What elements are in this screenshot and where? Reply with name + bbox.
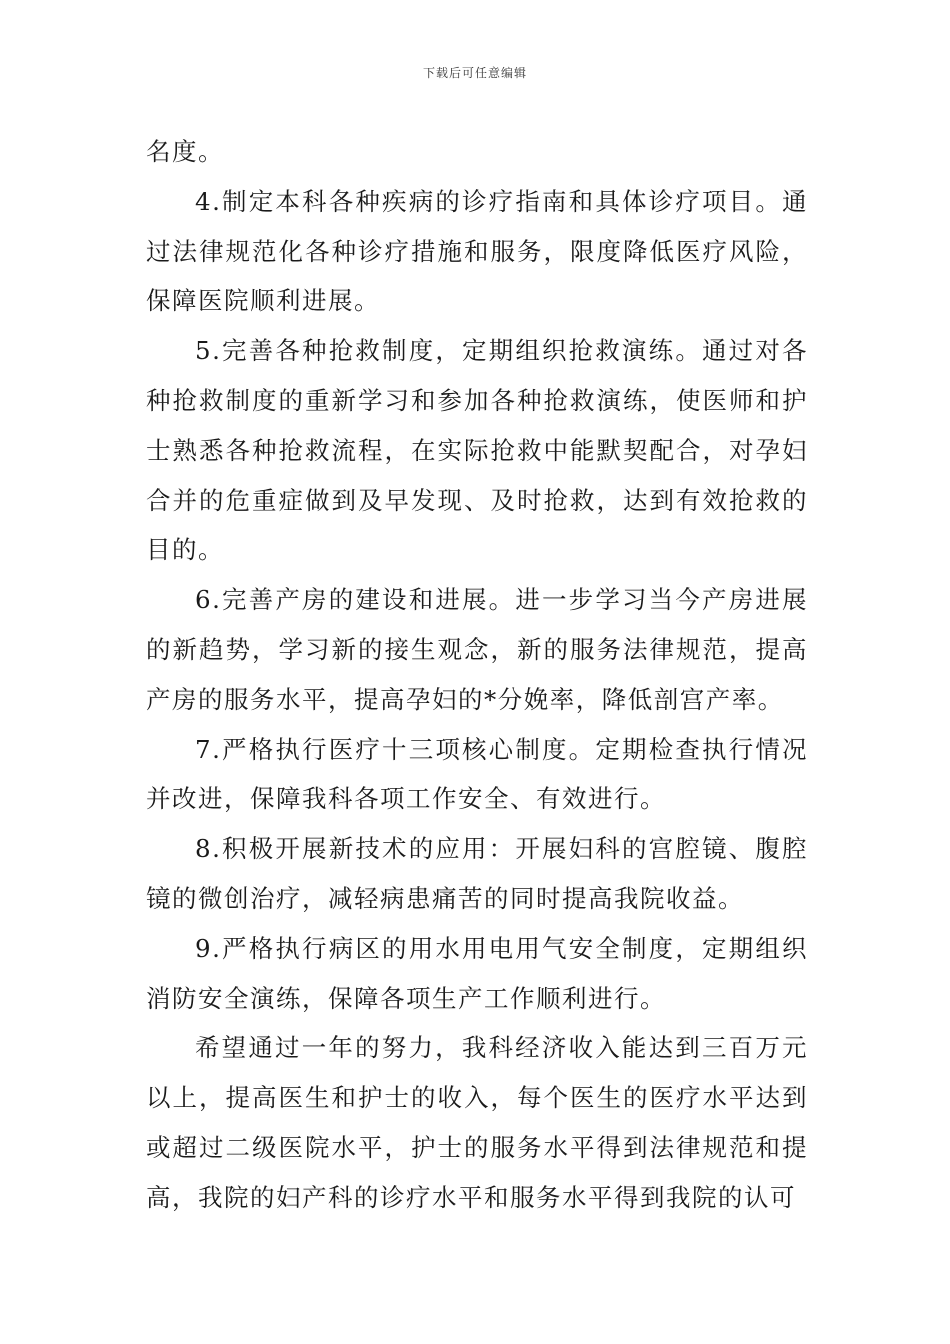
paragraph-item-5: 5.完善各种抢救制度，定期组织抢救演练。通过对各种抢救制度的重新学习和参加各种抢救演练，使医师和护士熟悉各种抢救流程，在实际抢救中能默契配合，对孕妇合并的危重症做到及早发现、及时抢救，达到有效抢救的目的。	[146, 336, 808, 565]
paragraph-item-9: 9.严格执行病区的用水用电用气安全制度，定期组织消防安全演练，保障各项生产工作顺利进行。	[146, 933, 808, 1013]
paragraph-continuation: 名度。	[146, 137, 224, 166]
paragraph-item-8: 8.积极开展新技术的应用：开展妇科的宫腔镜、腹腔镜的微创治疗，减轻病患痛苦的同时提高我院收益。	[146, 834, 808, 913]
paragraph-conclusion: 希望通过一年的努力，我科经济收入能达到三百万元以上，提高医生和护士的收入，每个医生的医疗水平达到或超过二级医院水平，护士的服务水平得到法律规范和提高，我院的妇产科的诊疗水平和服务水平得到我院的认可	[146, 1033, 808, 1212]
page-header-note: 下载后可任意编辑	[422, 66, 527, 80]
paragraph-item-6: 6.完善产房的建设和进展。进一步学习当今产房进展的新趋势，学习新的接生观念，新的服务法律规范，提高产房的服务水平，提高孕妇的*分娩率，降低剖宫产率。	[146, 585, 808, 714]
document-body	[146, 127, 808, 1223]
paragraph-item-4: 4.制定本科各种疾病的诊疗指南和具体诊疗项目。通过法律规范化各种诊疗措施和服务，限度降低医疗风险，保障医院顺利进展。	[146, 186, 808, 316]
paragraph-item-7: 7.严格执行医疗十三项核心制度。定期检查执行情况并改进，保障我科各项工作安全、有效进行。	[146, 734, 808, 814]
